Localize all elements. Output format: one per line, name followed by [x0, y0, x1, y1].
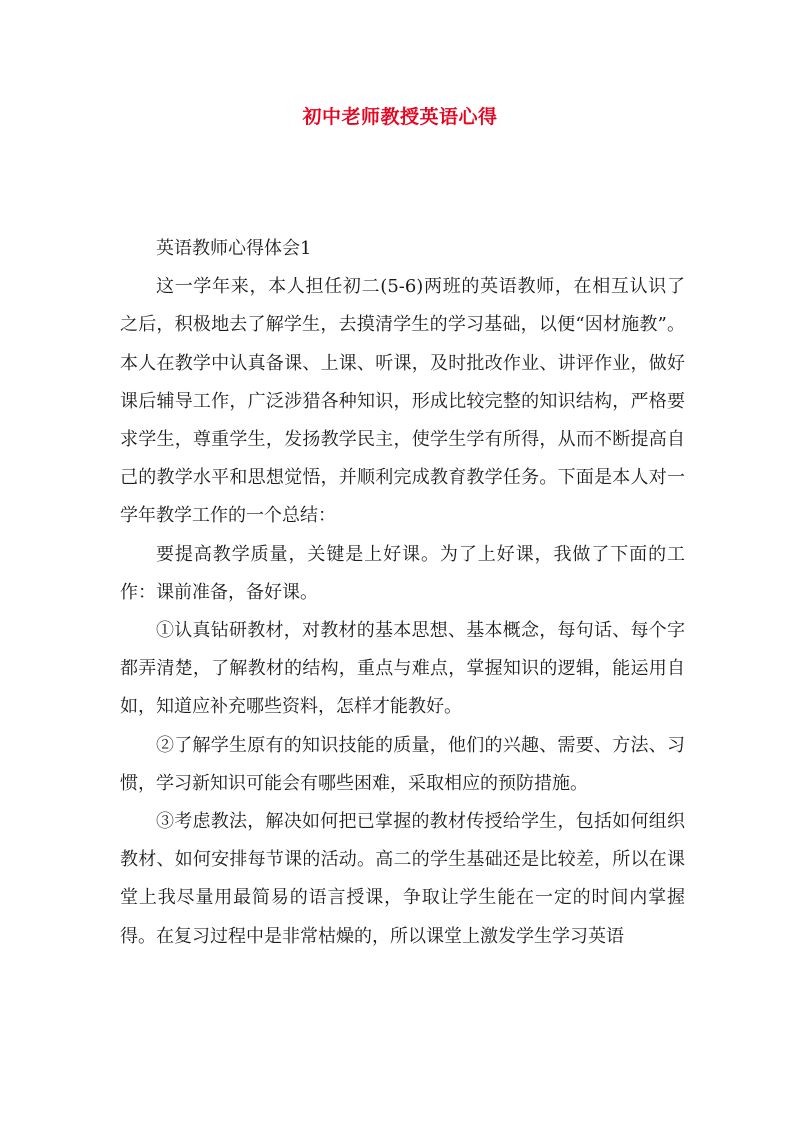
paragraph: 这一学年来，本人担任初二(5-6)两班的英语教师，在相互认识了之后，积极地去了解学生，去摸清学生的学习基础，以便“因材施教”。本人在教学中认真备课、上课、听课，及时批改作业、讲评作业，做好课后辅导工作，广泛涉猎各种知识，形成比较完整的知识结构，严格要求学生，尊重学生，发扬教学民主，使学生学有所得，从而不断提高自己的教学水平和思想觉悟，并顺利完成教育教学任务。下面是本人对一学年教学工作的一个总结： — [120, 276, 685, 527]
document-title: 初中老师教授英语心得 — [302, 106, 498, 128]
section-heading: 英语教师心得体会1 — [156, 238, 312, 259]
paragraph: ③考虑教法，解决如何把已掌握的教材传授给学生，包括如何组织教材、如何安排每节课的活动。高二的学生基础还是比较差，所以在课堂上我尽量用最简易的语言授课，争取让学生能在一定的时间内掌握得。在复习过程中是非常枯燥的，所以课堂上激发学生学习英语 — [120, 811, 685, 947]
paragraph: ①认真钻研教材，对教材的基本思想、基本概念，每句话、每个字都弄清楚，了解教材的结构，重点与难点，掌握知识的逻辑，能运用自如，知道应补充哪些资料，怎样才能教好。 — [120, 620, 685, 718]
document-body — [120, 230, 685, 956]
paragraph: ②了解学生原有的知识技能的质量，他们的兴趣、需要、方法、习惯，学习新知识可能会有哪些困难，采取相应的预防措施。 — [120, 734, 685, 794]
paragraph: 要提高教学质量，关键是上好课。为了上好课，我做了下面的工作：课前准备，备好课。 — [120, 543, 685, 603]
